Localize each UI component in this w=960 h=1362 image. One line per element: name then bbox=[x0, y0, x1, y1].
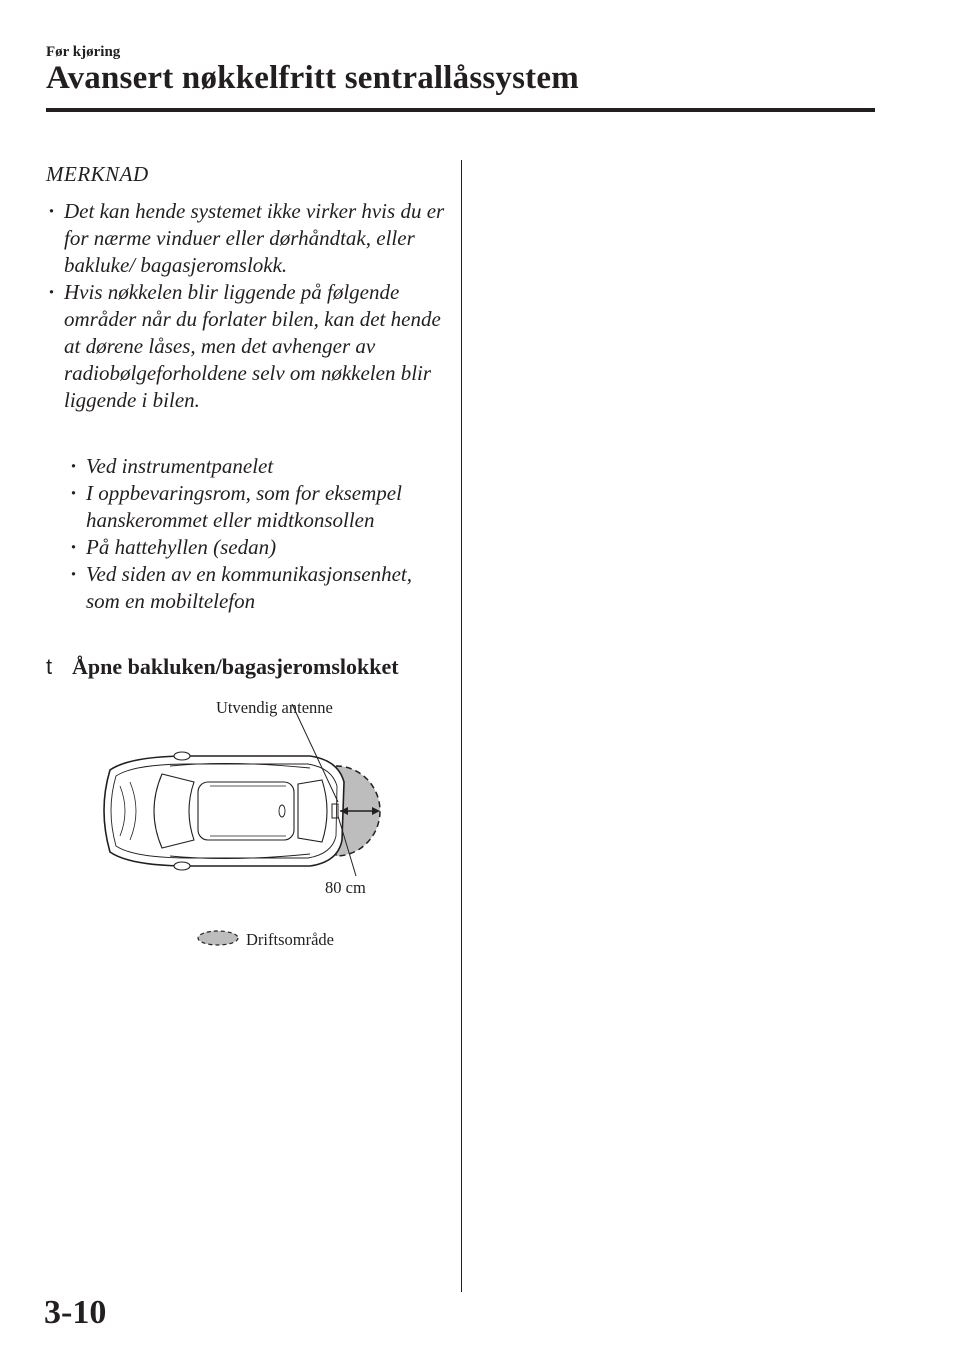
legend-swatch bbox=[198, 931, 238, 945]
section-marker-icon: t bbox=[46, 654, 53, 679]
car-diagram bbox=[70, 690, 450, 960]
distance-label: 80 cm bbox=[325, 878, 366, 897]
note-heading: MERKNAD bbox=[46, 162, 149, 186]
note-subitem: · Ved siden av en kommunikasjonsenhet, som en mobiltelefon bbox=[68, 561, 451, 615]
car-body bbox=[104, 756, 344, 866]
title-rule bbox=[46, 108, 875, 112]
note-subitem: · Ved instrumentpanelet bbox=[68, 453, 451, 480]
page-number: 3-10 bbox=[44, 1294, 107, 1331]
note-item: · Hvis nøkkelen blir liggende på følgende områder når du forlater bilen, kan det hende at dørene låses, men det avhenger av radiobølgeforholdene selv om nøkkelen blir liggende i bilen. bbox=[46, 279, 451, 414]
note-subitem: · I oppbevaringsrom, som for eksempel hanskerommet eller midtkonsollen bbox=[68, 480, 451, 534]
note-sublist bbox=[68, 453, 451, 615]
section-heading bbox=[46, 654, 399, 680]
note-list bbox=[46, 198, 451, 414]
antenna-label: Utvendig antenne bbox=[216, 698, 333, 717]
right-mirror bbox=[174, 862, 190, 870]
section-label: Før kjøring bbox=[46, 44, 121, 60]
car-top-view-illustration bbox=[70, 690, 450, 960]
page-title: Avansert nøkkelfritt sentrallåssystem bbox=[46, 60, 579, 96]
legend-label: Driftsområde bbox=[246, 930, 334, 949]
left-mirror bbox=[174, 752, 190, 760]
note-item: · Det kan hende systemet ikke virker hvis du er for nærme vinduer eller dørhåndtak, eller bakluke/ bagasjeromslokk. bbox=[46, 198, 451, 279]
note-subitem: · På hattehyllen (sedan) bbox=[68, 534, 451, 561]
section-heading-text: Åpne bakluken/bagasjeromslokket bbox=[72, 654, 399, 679]
column-divider bbox=[461, 160, 462, 1292]
